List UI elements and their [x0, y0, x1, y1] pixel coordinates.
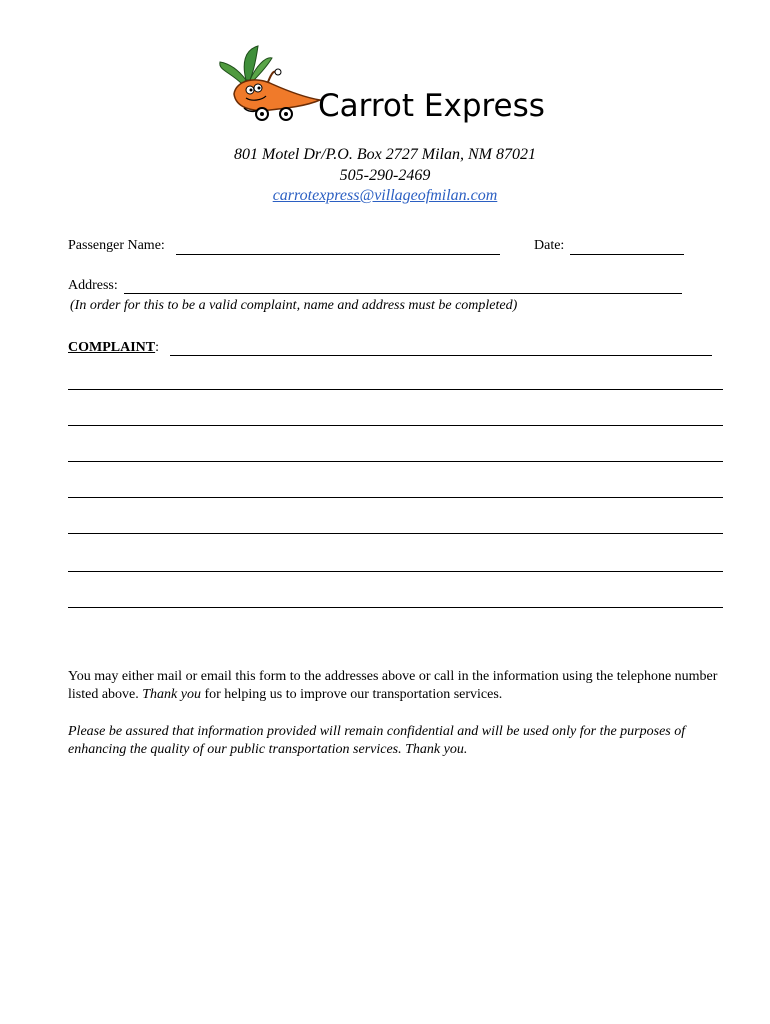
complaint-line-3[interactable]	[68, 461, 723, 462]
date-label: Date:	[534, 238, 565, 253]
email-link[interactable]: carrotexpress@villageofmilan.com	[272, 187, 498, 204]
complaint-label	[68, 340, 159, 356]
complaint-line-7[interactable]	[68, 607, 723, 608]
address-field[interactable]	[124, 293, 682, 294]
address-label: Address:	[68, 278, 118, 293]
complaint-line-0[interactable]	[170, 355, 712, 356]
passenger-name-field[interactable]	[176, 254, 500, 255]
carrot-car-logo-icon	[212, 42, 322, 124]
complaint-colon: :	[155, 340, 160, 355]
complaint-heading: COMPLAINT	[68, 340, 156, 355]
brand-title: Carrot Express	[318, 88, 545, 124]
complaint-line-4[interactable]	[68, 497, 723, 498]
validity-note: (In order for this to be a valid complaint, name and address must be completed)	[70, 298, 518, 313]
instructions-text: You may either mail or email this form to the addresses above or call in the information using the telephone number listed above.	[68, 669, 718, 702]
complaint-line-5[interactable]	[68, 533, 723, 534]
complaint-line-6[interactable]	[68, 571, 723, 572]
instructions-paragraph	[68, 668, 728, 704]
passenger-name-label: Passenger Name:	[68, 238, 165, 253]
date-field[interactable]	[570, 254, 684, 255]
complaint-line-1[interactable]	[68, 389, 723, 390]
address-line: 801 Motel Dr/P.O. Box 2727 Milan, NM 87021	[234, 146, 536, 163]
confidentiality-paragraph: Please be assured that information provided will remain confidential and will be used only for the purposes of enhancing the quality of our public transportation services. Thank you.	[68, 724, 686, 757]
instructions-text-end: for helping us to improve our transportation services.	[204, 687, 503, 702]
complaint-line-2[interactable]	[68, 425, 723, 426]
thank-you-italic: Thank you	[142, 687, 201, 702]
phone-number: 505-290-2469	[339, 167, 431, 184]
